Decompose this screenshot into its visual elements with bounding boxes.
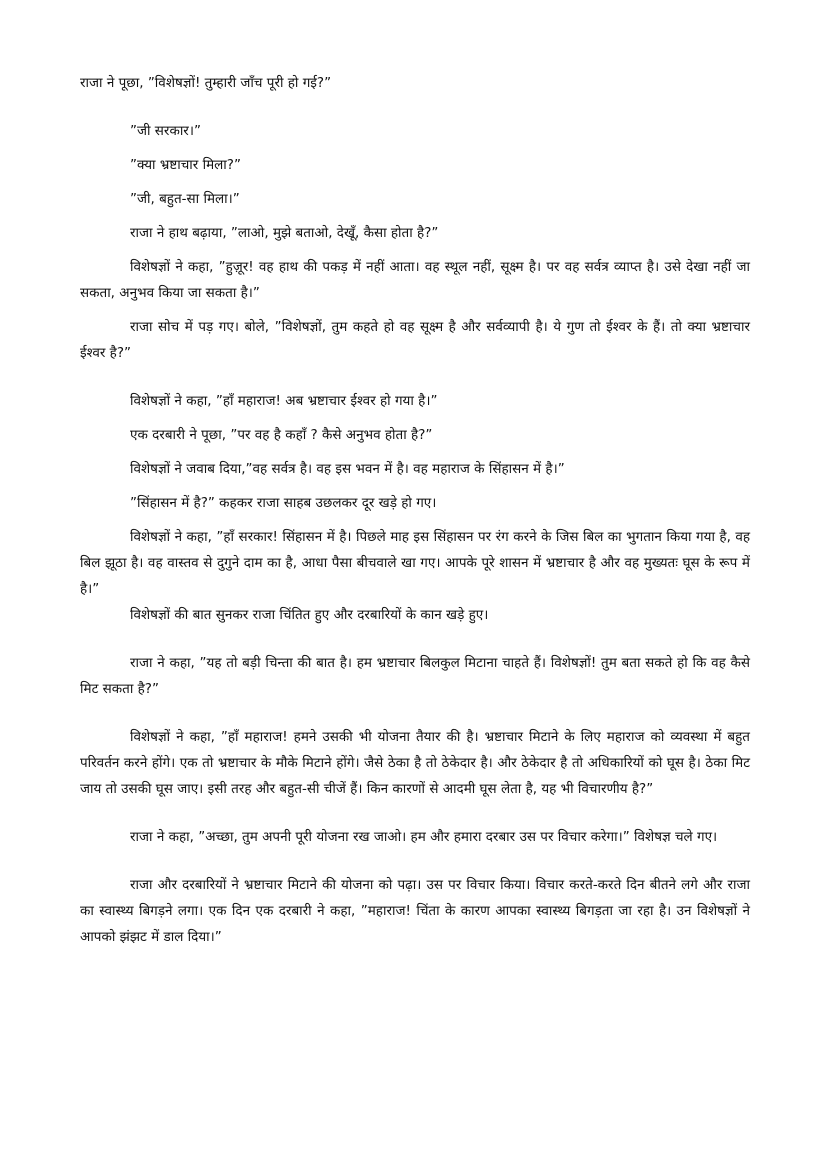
paragraph-courtier-asks: एक दरबारी ने पूछा, ”पर वह है कहाँ ? कैसे अनुभव होता है?” [130, 427, 433, 443]
paragraph-leave-plan: राजा ने कहा, ”अच्छा, तुम अपनी पूरी योजना रख जाओ। हम और हमारा दरबार उस पर विचार करेगा।” विशेषज्ञ चले गए। [130, 829, 718, 845]
paragraph-king-asks: राजा ने पूछा, ”विशेषज्ञों! तुम्हारी जाँच पूरी हो गई?” [80, 75, 332, 91]
paragraph-health-declines: राजा और दरबारियों ने भ्रष्टाचार मिटाने की योजना को पढ़ा। उस पर विचार किया। विचार करते-करते दिन बीतने लगे और राजा का स्वास्थ्य बिगड़ने लगा। एक दिन एक दरबारी ने कहा, ”महाराज! चिंता के कारण आपका स्वास्थ्य बिगड़ता जा रहा है। उन विशेषज्ञों ने आपको झंझट में डाल दिया।” [80, 877, 750, 945]
paragraph-in-throne: विशेषज्ञों ने जवाब दिया,”वह सर्वत्र है। वह इस भवन में है। वह महाराज के सिंहासन में है।” [130, 461, 565, 477]
paragraph-king-worried: विशेषज्ञों की बात सुनकर राजा चिंतित हुए और दरबारियों के कान खड़े हुए। [130, 607, 489, 623]
paragraph-bill-false: विशेषज्ञों ने कहा, ”हाँ सरकार! सिंहासन में है। पिछले माह इस सिंहासन पर रंग करने के जिस बिल का भुगतान किया गया है, वह बिल झूठा है। वह वास्तव से दुगुने दाम का है, आधा पैसा बीचवाले खा गए। आपके पूरे शासन में भ्रष्टाचार है और वह मुख्यतः घूस के रूप में है।” [80, 529, 750, 597]
paragraph-king-jumps: ”सिंहासन में है?” कहकर राजा साहब उछलकर दूर खड़े हो गए। [130, 495, 437, 511]
paragraph-ji-sarkar: ”जी सरकार।” [130, 123, 201, 139]
paragraph-corruption-found-question: ”क्या भ्रष्टाचार मिला?” [130, 157, 241, 173]
paragraph-king-worry-talk: राजा ने कहा, ”यह तो बड़ी चिन्ता की बात है। हम भ्रष्टाचार बिलकुल मिटाना चाहते हैं। विशेषज्ञों! तुम बता सकते हो कि वह कैसे मिट सकता है?” [80, 655, 750, 697]
document-page [80, 70, 750, 950]
paragraph-king-extends-hand: राजा ने हाथ बढ़ाया, ”लाओ, मुझे बताओ, देखूँ, कैसा होता है?” [130, 225, 439, 241]
paragraph-found-much: ”जी, बहुत-सा मिला।” [130, 191, 240, 207]
paragraph-king-thinks: राजा सोच में पड़ गए। बोले, ”विशेषज्ञों, तुम कहते हो वह सूक्ष्म है और सर्वव्यापी है। ये गुण तो ईश्वर के हैं। तो क्या भ्रष्टाचार ईश्वर है?” [80, 319, 750, 361]
paragraph-corruption-god: विशेषज्ञों ने कहा, ”हाँ महाराज! अब भ्रष्टाचार ईश्वर हो गया है।” [130, 393, 438, 409]
paragraph-experts-subtle: विशेषज्ञों ने कहा, ”हुज़ूर! वह हाथ की पकड़ में नहीं आता। वह स्थूल नहीं, सूक्ष्म है। पर वह सर्वत्र व्याप्त है। उसे देखा नहीं जा सकता, अनुभव किया जा सकता है।” [80, 259, 750, 301]
paragraph-plan-ready: विशेषज्ञों ने कहा, ”हाँ महाराज! हमने उसकी भी योजना तैयार की है। भ्रष्टाचार मिटाने के लिए महाराज को व्यवस्था में बहुत परिवर्तन करने होंगे। एक तो भ्रष्टाचार के मौके मिटाने होंगे। जैसे ठेका है तो ठेकेदार है। और ठेकेदार है तो अधिकारियों को घूस है। ठेका मिट जाय तो उसकी घूस जाए। इसी तरह और बहुत-सी चीजें हैं। किन कारणों से आदमी घूस लेता है, यह भी विचारणीय है?” [80, 729, 750, 797]
